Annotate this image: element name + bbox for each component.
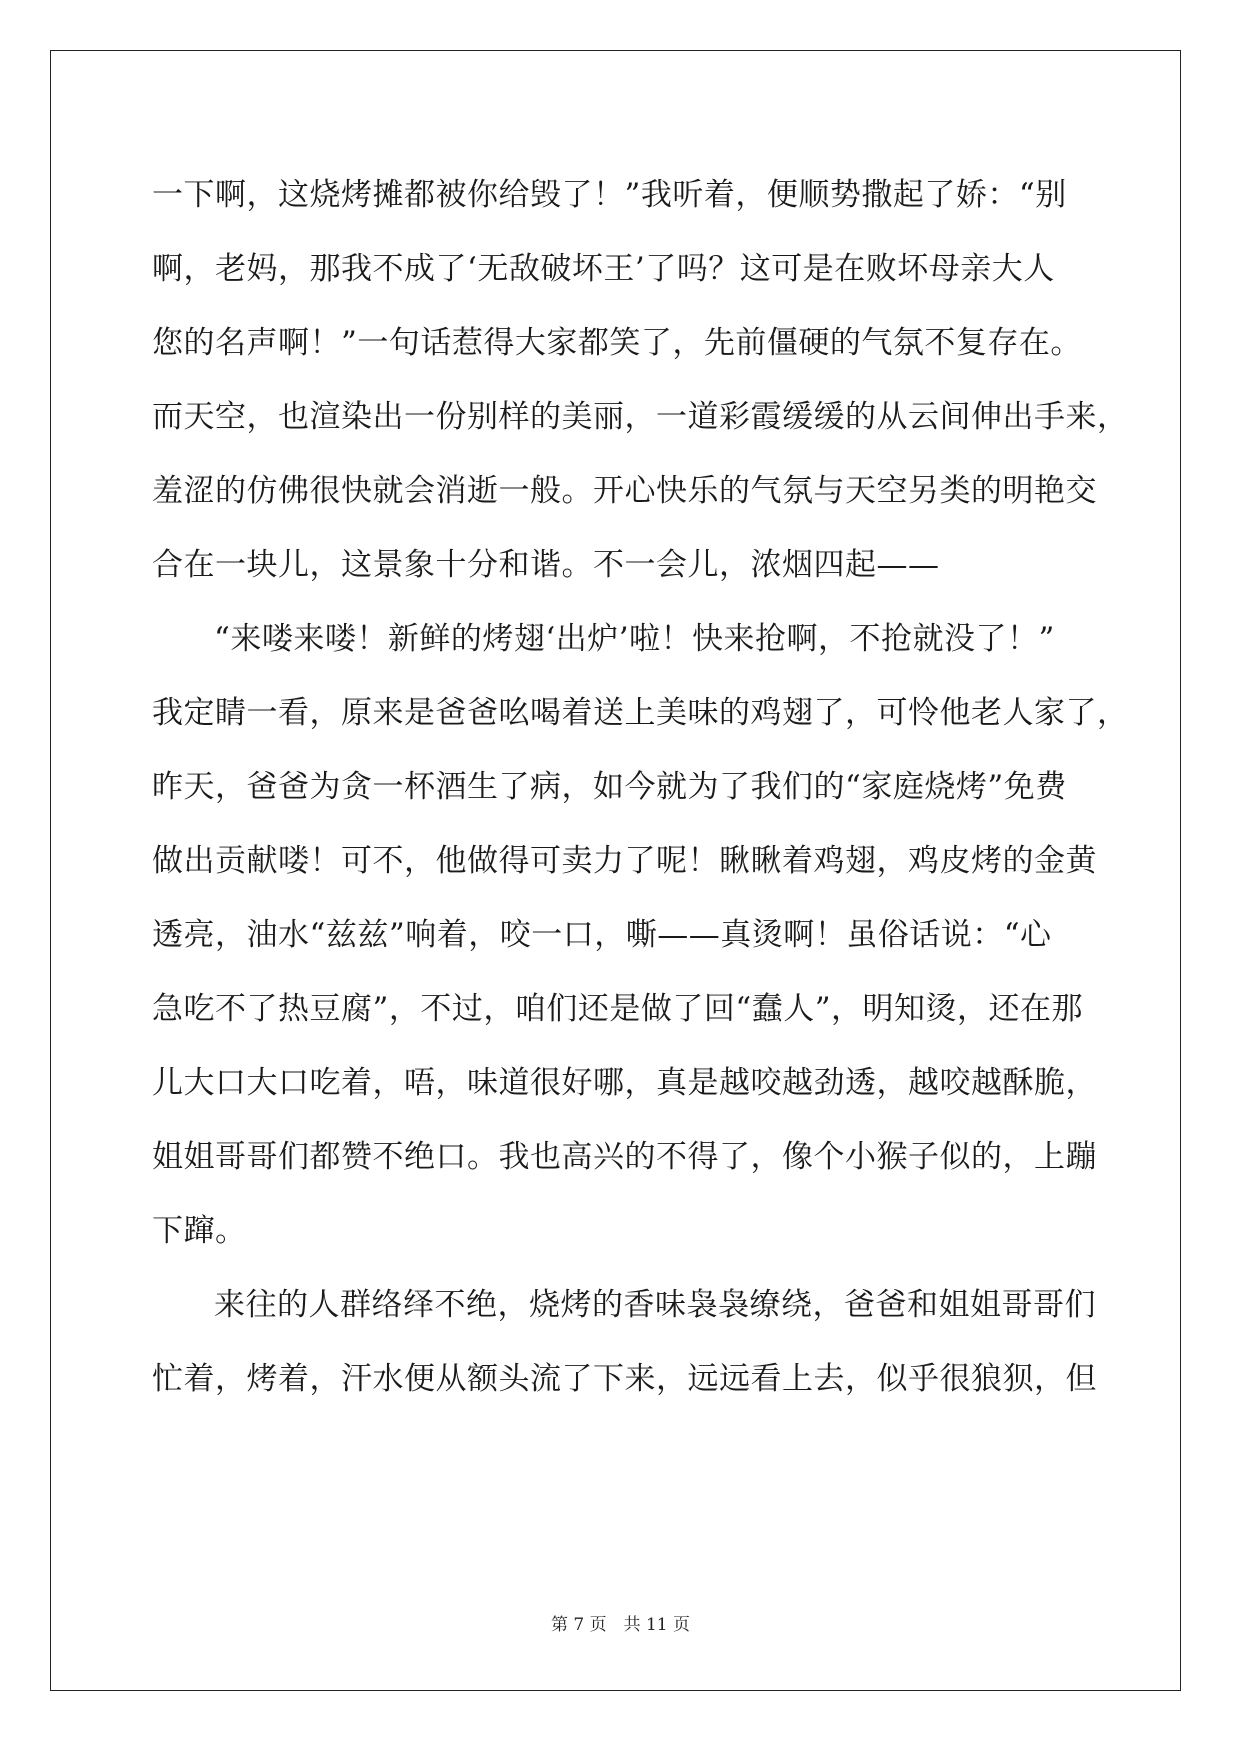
- page-number-label: 第 7 页 共 11 页: [550, 1615, 691, 1635]
- text-line: 羞涩的仿佛很快就会消逝一般。开心快乐的气氛与天空另类的明艳交: [152, 473, 1097, 509]
- page-footer: [0, 1610, 1241, 1635]
- text-line: 昨天，爸爸为贪一杯酒生了病，如今就为了我们的“家庭烧烤”免费: [152, 769, 1067, 805]
- text-line: 而天空，也渲染出一份别样的美丽，一道彩霞缓缓的从云间伸出手来，: [152, 399, 1129, 435]
- document-body: [152, 158, 1129, 1416]
- text-line: 下蹿。: [152, 1213, 247, 1249]
- text-line: 急吃不了热豆腐”，不过，咱们还是做了回“蠢人”，明知烫，还在那: [152, 991, 1084, 1027]
- paragraph-start-line: “来喽来喽！新鲜的烤翅‘出炉’啦！快来抢啊，不抢就没了！”: [214, 621, 1055, 657]
- text-line: 忙着，烤着，汗水便从额头流了下来，远远看上去，似乎很狼狈，但: [152, 1361, 1097, 1397]
- text-line: 儿大口大口吃着，唔，味道很好哪，真是越咬越劲透，越咬越酥脆，: [152, 1065, 1097, 1101]
- text-line: 啊，老妈，那我不成了‘无敌破坏王’了吗？这可是在败坏母亲大人: [152, 251, 1055, 287]
- text-line: 合在一块儿，这景象十分和谐。不一会儿，浓烟四起——: [152, 547, 940, 583]
- text-line: 您的名声啊！”一句话惹得大家都笑了，先前僵硬的气氛不复存在。: [152, 325, 1082, 361]
- text-line: 透亮，油水“兹兹”响着，咬一口，嘶——真烫啊！虽俗话说：“心: [152, 917, 1052, 953]
- paragraph-start-line: 来往的人群络绎不绝，烧烤的香味袅袅缭绕，爸爸和姐姐哥哥们: [214, 1287, 1096, 1323]
- text-line: 姐姐哥哥们都赞不绝口。我也高兴的不得了，像个小猴子似的，上蹦: [152, 1139, 1097, 1175]
- text-line: 我定睛一看，原来是爸爸吆喝着送上美味的鸡翅了，可怜他老人家了，: [152, 695, 1129, 731]
- text-line: 做出贡献喽！可不，他做得可卖力了呢！瞅瞅着鸡翅，鸡皮烤的金黄: [152, 843, 1097, 879]
- text-line: 一下啊，这烧烤摊都被你给毁了！”我听着，便顺势撒起了娇：“别: [152, 177, 1067, 213]
